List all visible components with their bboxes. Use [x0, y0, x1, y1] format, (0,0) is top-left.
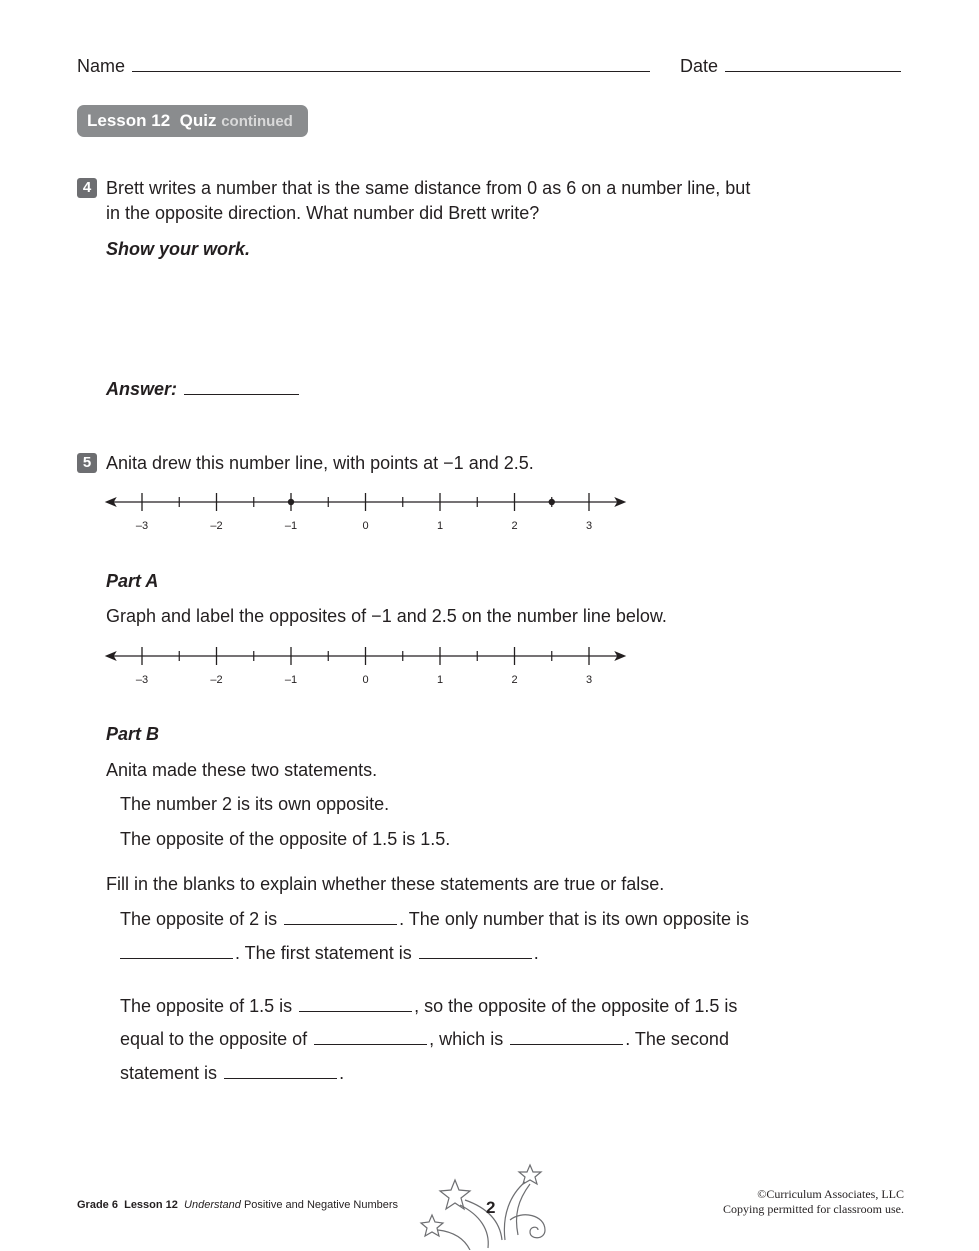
blank-opposite-of-2[interactable]	[284, 910, 397, 925]
given-line-tick-label: 0	[362, 520, 369, 532]
q4-text-line1: Brett writes a number that is the same distance from 0 as 6 on a number line, but	[106, 178, 751, 198]
answer-line-tick-label: 0	[362, 674, 369, 686]
part-a-instruction: Graph and label the opposites of −1 and 2.5 on the number line below.	[106, 606, 667, 626]
footer-topic: Positive and Negative Numbers	[243, 1199, 399, 1211]
number-line-answer[interactable]	[100, 642, 640, 692]
footer-copyright	[723, 1187, 904, 1217]
q5-number-badge	[77, 453, 97, 473]
part-b-title: Part B	[106, 724, 160, 744]
part-b-intro: Anita made these two statements.	[106, 760, 378, 780]
permission-text: Copying permitted for classroom use.	[723, 1202, 904, 1216]
q5-number: 5	[77, 453, 97, 473]
p2-text-g: .	[339, 1063, 345, 1083]
lesson-tab-quiz: Quiz	[179, 111, 217, 130]
footer-course	[77, 1199, 398, 1211]
answer-line-tick-label: –3	[135, 674, 149, 686]
q4-number: 4	[77, 178, 97, 198]
statement-2: The opposite of the opposite of 1.5 is 1.5.	[120, 829, 451, 849]
blank-own-opposite[interactable]	[120, 944, 233, 959]
q4-show-work: Show your work.	[106, 239, 251, 259]
given-line-tick-label: 1	[436, 520, 444, 532]
fill-paragraph-2-line2	[120, 1028, 729, 1050]
given-line-tick-label: –1	[284, 520, 298, 532]
name-label: Name	[77, 56, 126, 76]
lesson-tab-continued: continued	[221, 113, 293, 130]
p2-text-c: equal to the opposite of	[120, 1029, 308, 1049]
lesson-tab-lesson: Lesson 12	[87, 111, 171, 130]
blank-second-statement[interactable]	[224, 1064, 337, 1079]
part-a-title: Part A	[106, 571, 159, 591]
fill-paragraph-2-line1	[120, 995, 737, 1017]
p2-text-d: , which is	[429, 1029, 504, 1049]
q4-answer-label: Answer:	[106, 379, 178, 399]
q4-answer-blank[interactable]	[184, 380, 299, 395]
q4-text-line2: in the opposite direction. What number did Brett write?	[106, 203, 540, 223]
footer-grade: Grade 6	[77, 1199, 118, 1211]
p2-text-b: , so the opposite of the opposite of 1.5 is	[414, 996, 738, 1016]
fill-paragraph-1-line1	[120, 908, 749, 930]
given-line-tick-label: –3	[135, 520, 149, 532]
blank-opposite-of-input[interactable]	[314, 1030, 427, 1045]
p1-text-c: . The first statement is	[235, 943, 412, 963]
page-number: 2	[486, 1198, 496, 1217]
answer-line-tick-label: 1	[436, 674, 444, 686]
answer-line-tick-label: –1	[284, 674, 298, 686]
p1-text-b: . The only number that is its own opposite is	[399, 909, 749, 929]
q4-answer	[106, 378, 301, 400]
given-line-tick-label: –2	[210, 520, 223, 532]
blank-which-is[interactable]	[510, 1030, 623, 1045]
copyright-text: ©Curriculum Associates, LLC	[757, 1187, 904, 1201]
blank-opposite-of-1-5[interactable]	[299, 997, 412, 1012]
answer-line-tick-label: 2	[511, 674, 518, 686]
date-field[interactable]	[680, 55, 903, 77]
date-blank[interactable]	[725, 57, 901, 72]
q5-intro: Anita drew this number line, with points at −1 and 2.5.	[106, 453, 534, 473]
fill-paragraph-1-line2	[120, 942, 539, 964]
p1-text-a: The opposite of 2 is	[120, 909, 278, 929]
fill-paragraph-2-line3	[120, 1062, 344, 1084]
answer-line-tick-label: –2	[210, 674, 223, 686]
fill-instruction: Fill in the blanks to explain whether these statements are true or false.	[106, 874, 665, 894]
given-line-point	[288, 499, 294, 505]
p2-text-e: . The second	[625, 1029, 729, 1049]
date-label: Date	[680, 56, 719, 76]
number-line-given	[100, 488, 640, 538]
p2-text-f: statement is	[120, 1063, 218, 1083]
given-line-tick-label: 2	[511, 520, 518, 532]
name-field[interactable]	[77, 55, 652, 77]
stars-decoration-icon	[410, 1160, 560, 1250]
given-line-tick-label: 3	[585, 520, 593, 532]
statement-1: The number 2 is its own opposite.	[120, 794, 390, 814]
name-blank[interactable]	[132, 57, 650, 72]
answer-line-tick-label: 3	[585, 674, 593, 686]
blank-first-statement[interactable]	[419, 944, 532, 959]
p2-text-a: The opposite of 1.5 is	[120, 996, 293, 1016]
p1-text-d: .	[533, 943, 539, 963]
q4-number-badge	[77, 178, 97, 198]
lesson-tab	[77, 105, 308, 137]
footer-understand: Understand	[184, 1199, 241, 1211]
given-line-point	[549, 499, 555, 505]
footer-lesson: Lesson 12	[124, 1199, 178, 1211]
